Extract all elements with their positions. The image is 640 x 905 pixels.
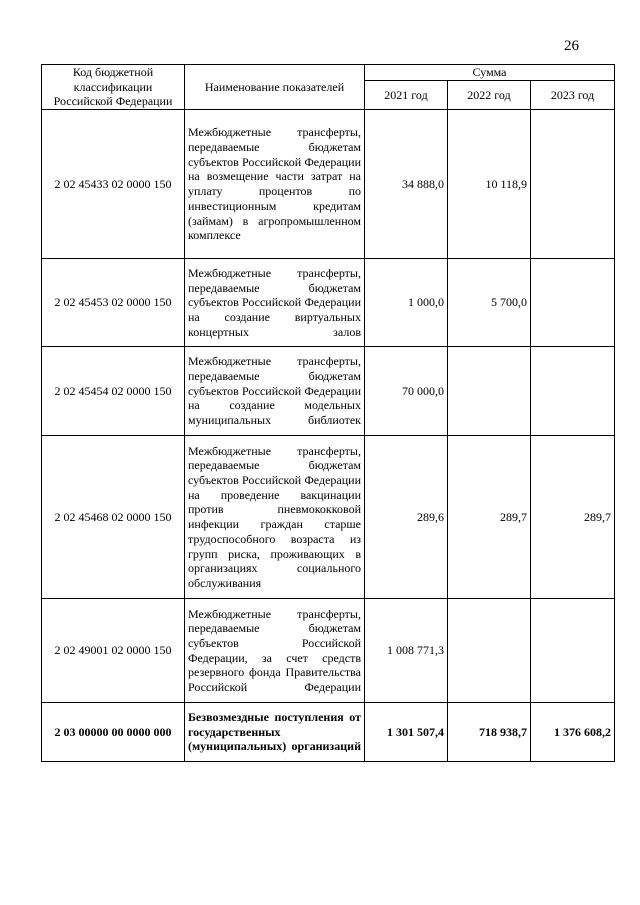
row-name: Межбюджетные трансферты, передаваемые бюджетам субъектов Российской Федерации, за счет средств резервного фонда Правительства Российской Федерации bbox=[185, 599, 365, 703]
table-row bbox=[42, 347, 615, 436]
row-name: Межбюджетные трансферты, передаваемые бюджетам субъектов Российской Федерации на создание виртуальных концертных залов bbox=[185, 259, 365, 347]
row-value-2022: 10 118,9 bbox=[448, 110, 531, 259]
total-row bbox=[42, 703, 615, 762]
row-code: 2 02 45468 02 0000 150 bbox=[42, 436, 185, 599]
total-value-2022: 718 938,7 bbox=[448, 703, 531, 762]
row-value-2022: 289,7 bbox=[448, 436, 531, 599]
total-code: 2 03 00000 00 0000 000 bbox=[42, 703, 185, 762]
table-row bbox=[42, 599, 615, 703]
row-value-2023 bbox=[531, 599, 615, 703]
row-value-2021: 289,6 bbox=[365, 436, 448, 599]
row-value-2022: 5 700,0 bbox=[448, 259, 531, 347]
budget-table bbox=[41, 64, 615, 762]
row-name: Межбюджетные трансферты, передаваемые бюджетам субъектов Российской Федерации на создание модельных муниципальных библиотек bbox=[185, 347, 365, 436]
total-value-2021: 1 301 507,4 bbox=[365, 703, 448, 762]
row-code: 2 02 45454 02 0000 150 bbox=[42, 347, 185, 436]
total-value-2023: 1 376 608,2 bbox=[531, 703, 615, 762]
header-sum: Сумма bbox=[365, 65, 615, 81]
row-value-2022 bbox=[448, 347, 531, 436]
row-code: 2 02 49001 02 0000 150 bbox=[42, 599, 185, 703]
header-year-2022: 2022 год bbox=[448, 81, 531, 110]
row-value-2021: 34 888,0 bbox=[365, 110, 448, 259]
row-value-2021: 70 000,0 bbox=[365, 347, 448, 436]
row-value-2023: 289,7 bbox=[531, 436, 615, 599]
header-code: Код бюджетной классификации Российской Федерации bbox=[42, 65, 185, 110]
row-code: 2 02 45433 02 0000 150 bbox=[42, 110, 185, 259]
table-row bbox=[42, 259, 615, 347]
table-row bbox=[42, 436, 615, 599]
header-year-2023: 2023 год bbox=[531, 81, 615, 110]
row-name: Межбюджетные трансферты, передаваемые бюджетам субъектов Российской Федерации на возмещение части затрат на уплату процентов по инвестиционным кредитам (займам) в агропромышленном комплексе bbox=[185, 110, 365, 259]
row-value-2021: 1 008 771,3 bbox=[365, 599, 448, 703]
row-value-2022 bbox=[448, 599, 531, 703]
header-year-2021: 2021 год bbox=[365, 81, 448, 110]
header-name: Наименование показателей bbox=[185, 65, 365, 110]
total-name: Безвозмездные поступления от государственных (муниципальных) организаций bbox=[185, 703, 365, 762]
row-value-2023 bbox=[531, 259, 615, 347]
row-code: 2 02 45453 02 0000 150 bbox=[42, 259, 185, 347]
table-row bbox=[42, 110, 615, 259]
row-value-2021: 1 000,0 bbox=[365, 259, 448, 347]
row-value-2023 bbox=[531, 110, 615, 259]
row-name: Межбюджетные трансферты, передаваемые бюджетам субъектов Российской Федерации на проведение вакцинации против пневмококковой инфекции граждан старше трудоспособного возраста из групп риска, проживающих в организациях социального обслуживания bbox=[185, 436, 365, 599]
page-number: 26 bbox=[564, 38, 579, 54]
row-value-2023 bbox=[531, 347, 615, 436]
